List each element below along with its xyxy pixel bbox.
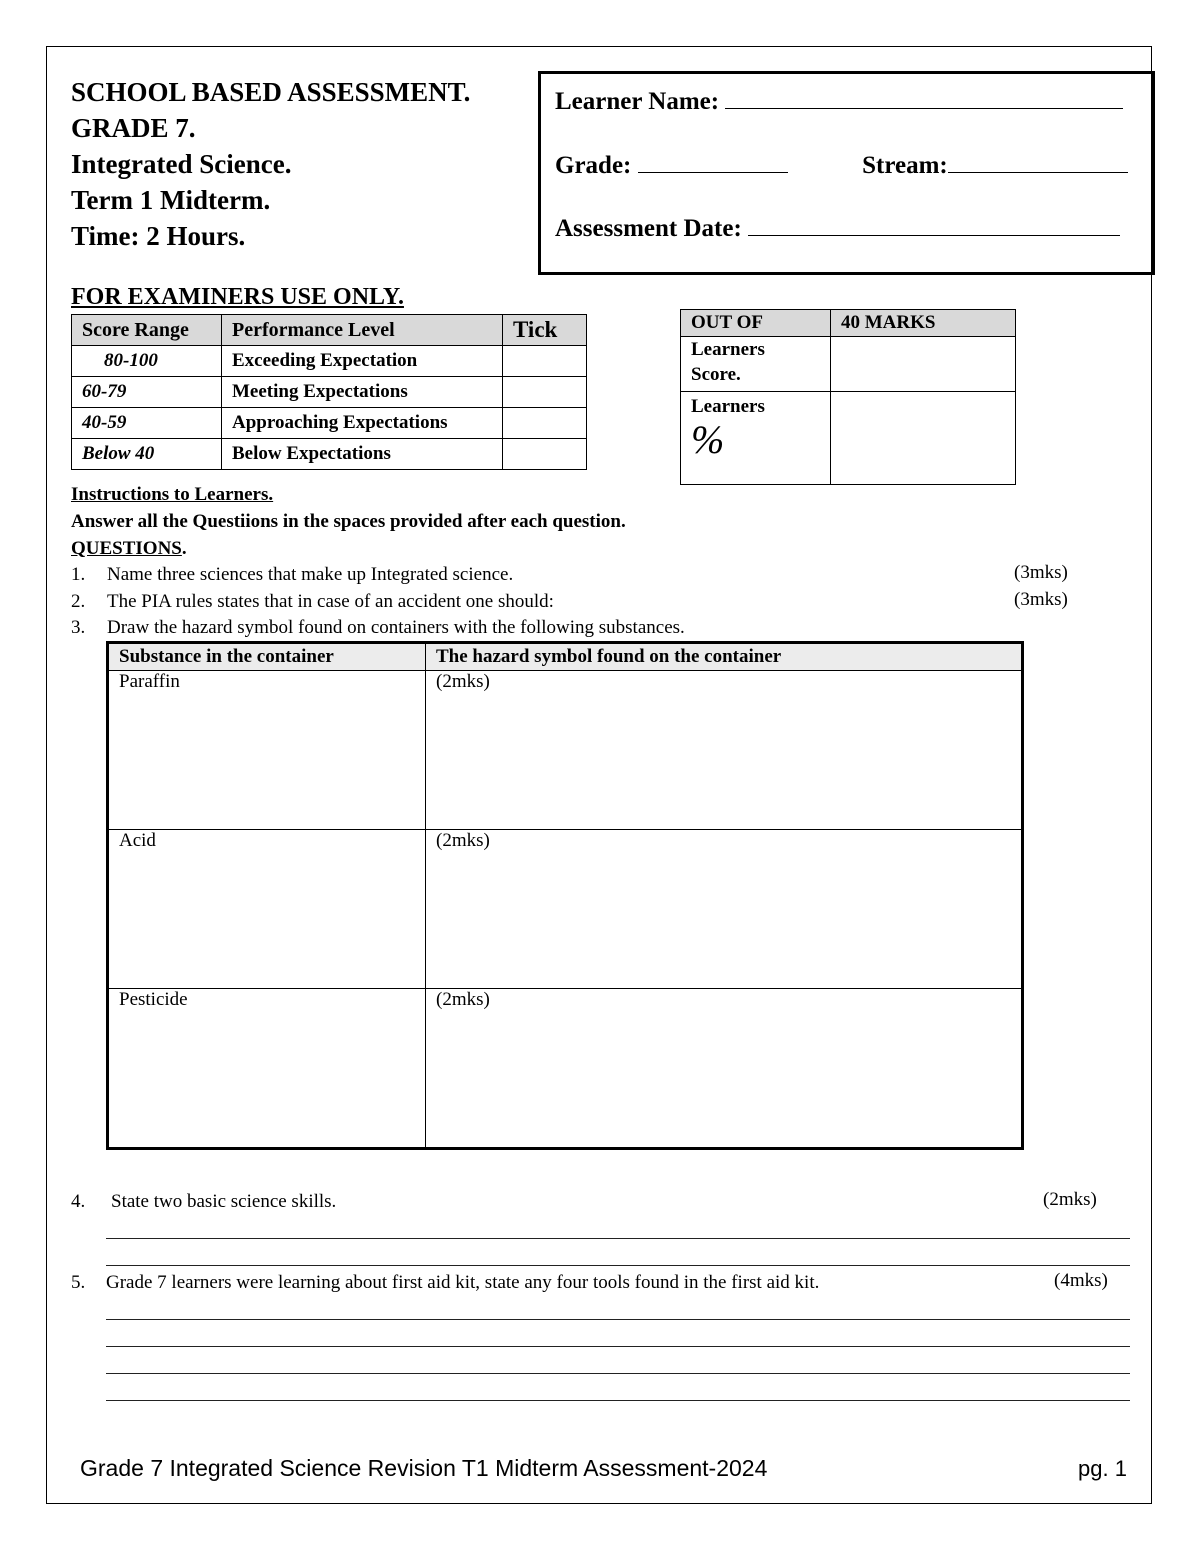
learner-details-box	[538, 71, 1155, 275]
learner-name-row	[555, 84, 1123, 116]
questions-heading-text: QUESTIONS	[71, 538, 182, 559]
question-4	[71, 1189, 337, 1216]
score-range: 80-100	[72, 346, 222, 377]
answer-line[interactable]	[106, 1346, 1130, 1347]
question-3	[71, 615, 685, 642]
question-2	[71, 589, 554, 616]
learners-score-label-line2: Score.	[691, 364, 741, 385]
learners-percent-label	[681, 392, 831, 485]
question-1	[71, 562, 514, 589]
question-number: 2.	[71, 591, 86, 612]
out-of-label: OUT OF	[681, 310, 831, 337]
question-5	[71, 1270, 820, 1297]
tick-cell[interactable]	[503, 439, 587, 470]
substance-cell: Pesticide	[108, 989, 426, 1149]
score-range: Below 40	[72, 439, 222, 470]
question-text: State two basic science skills.	[111, 1191, 337, 1212]
table-row	[72, 346, 587, 377]
performance-level: Meeting Expectations	[222, 377, 503, 408]
performance-level: Below Expectations	[222, 439, 503, 470]
score-range-table	[71, 314, 587, 470]
answer-line[interactable]	[106, 1319, 1130, 1320]
learners-score-label-line1: Learners	[691, 339, 765, 360]
instructions-title: Instructions to Learners.	[71, 484, 274, 505]
tick-cell[interactable]	[503, 377, 587, 408]
substance-cell: Acid	[108, 830, 426, 989]
table-row	[72, 408, 587, 439]
header-time: Time: 2 Hours.	[71, 221, 246, 251]
learner-name-label: Learner Name:	[555, 88, 720, 115]
learner-name-field[interactable]	[725, 84, 1123, 109]
stream-label: Stream:	[862, 152, 948, 179]
col-tick: Tick	[503, 315, 587, 346]
col-score-range: Score Range	[72, 315, 222, 346]
header-grade: GRADE 7.	[71, 113, 196, 143]
performance-level: Approaching Expectations	[222, 408, 503, 439]
grade-label: Grade:	[555, 152, 632, 179]
assessment-date-field[interactable]	[748, 211, 1120, 236]
marks-summary-table	[680, 309, 1016, 485]
learners-score-field[interactable]	[831, 337, 1016, 392]
score-range: 60-79	[72, 377, 222, 408]
question-text: Draw the hazard symbol found on containers with the following substances.	[107, 617, 685, 638]
tick-cell[interactable]	[503, 346, 587, 377]
answer-line[interactable]	[106, 1400, 1130, 1401]
col-substance: Substance in the container	[108, 643, 426, 671]
table-row	[72, 377, 587, 408]
header-title: SCHOOL BASED ASSESSMENT.	[71, 77, 471, 107]
score-range: 40-59	[72, 408, 222, 439]
instructions	[71, 481, 626, 562]
question-text: Grade 7 learners were learning about first aid kit, state any four tools found in the first aid kit.	[106, 1272, 820, 1293]
question-marks: (3mks)	[1014, 589, 1068, 610]
percent-symbol: %	[691, 417, 725, 462]
table-header-row	[681, 310, 1016, 337]
table-header-row	[108, 643, 1023, 671]
assessment-header	[71, 74, 470, 254]
header-term: Term 1 Midterm.	[71, 185, 271, 215]
grade-field[interactable]	[638, 148, 788, 173]
questions-heading-dot: .	[181, 538, 187, 559]
table-row	[681, 337, 1016, 392]
hazard-symbol-table	[106, 641, 1024, 1150]
table-header-row	[72, 315, 587, 346]
question-number: 3.	[71, 617, 86, 638]
table-row	[108, 989, 1023, 1149]
answer-line[interactable]	[106, 1238, 1130, 1239]
question-marks: (3mks)	[1014, 562, 1068, 583]
hazard-drawing-area[interactable]: (2mks)	[426, 830, 1023, 989]
tick-cell[interactable]	[503, 408, 587, 439]
table-row	[72, 439, 587, 470]
performance-level: Exceeding Expectation	[222, 346, 503, 377]
date-row	[555, 211, 1120, 243]
grade-row	[555, 148, 1128, 180]
question-text: The PIA rules states that in case of an accident one should:	[107, 591, 554, 612]
answer-line[interactable]	[106, 1265, 1130, 1266]
table-row	[108, 830, 1023, 989]
question-marks: (4mks)	[1054, 1270, 1108, 1291]
table-row	[108, 671, 1023, 830]
hazard-drawing-area[interactable]: (2mks)	[426, 671, 1023, 830]
stream-field[interactable]	[948, 148, 1128, 173]
footer-title: Grade 7 Integrated Science Revision T1 Midterm Assessment-2024	[80, 1455, 768, 1481]
instructions-text: Answer all the Questiions in the spaces provided after each question.	[71, 511, 626, 532]
question-text: Name three sciences that make up Integrated science.	[107, 564, 514, 585]
learners-percent-label-text: Learners	[691, 396, 765, 417]
col-performance-level: Performance Level	[222, 315, 503, 346]
questions-heading	[71, 535, 626, 562]
question-number: 1.	[71, 564, 86, 585]
question-marks: (2mks)	[1043, 1189, 1097, 1210]
question-number: 5.	[71, 1272, 86, 1293]
assessment-date-label: Assessment Date:	[555, 215, 742, 242]
answer-line[interactable]	[106, 1373, 1130, 1374]
learners-score-label	[681, 337, 831, 392]
col-hazard-symbol: The hazard symbol found on the container	[426, 643, 1023, 671]
page-number: pg. 1	[1078, 1456, 1127, 1481]
hazard-drawing-area[interactable]: (2mks)	[426, 989, 1023, 1149]
out-of-value: 40 MARKS	[831, 310, 1016, 337]
substance-cell: Paraffin	[108, 671, 426, 830]
learners-percent-field[interactable]	[831, 392, 1016, 485]
table-row	[681, 392, 1016, 485]
examiners-title: FOR EXAMINERS USE ONLY.	[71, 284, 404, 310]
header-subject: Integrated Science.	[71, 149, 292, 179]
question-number: 4.	[71, 1191, 86, 1212]
